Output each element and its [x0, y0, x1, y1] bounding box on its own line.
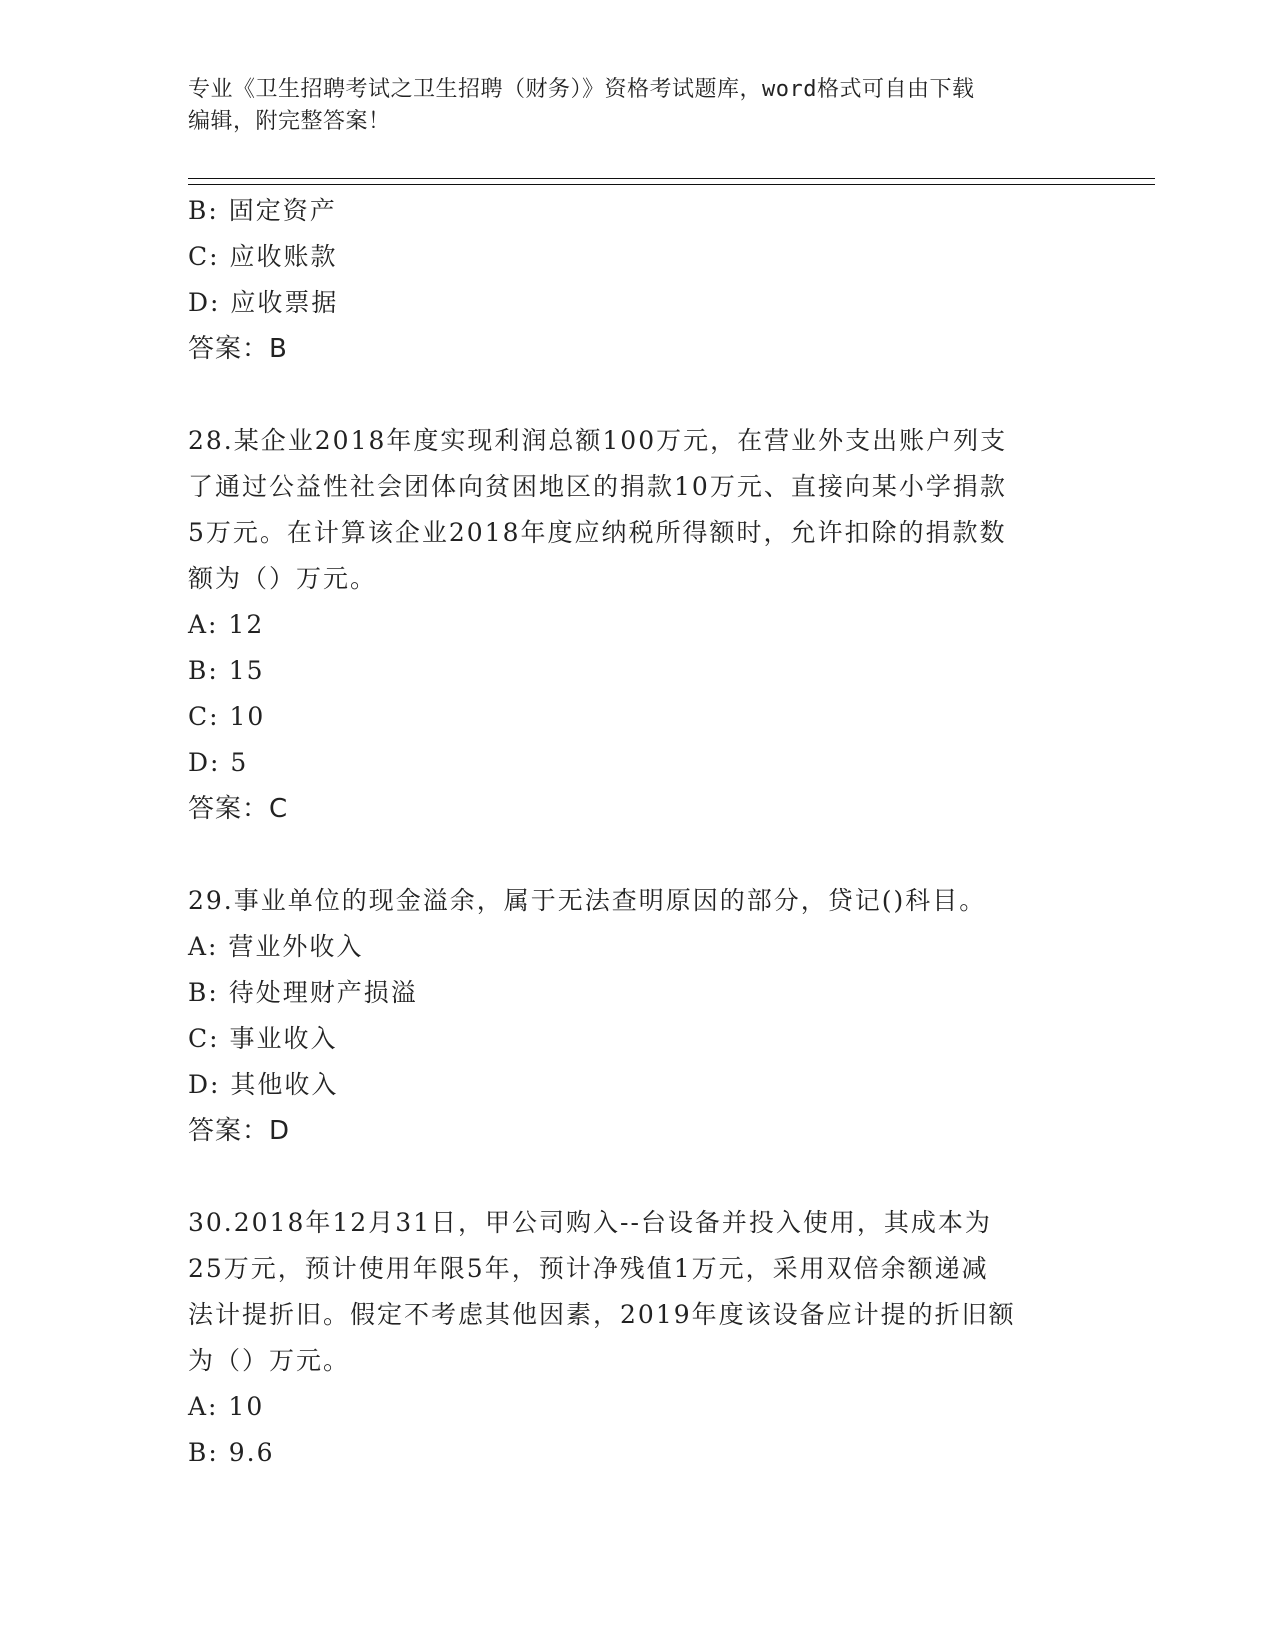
spacer [188, 372, 1088, 418]
question-text-line: 30.2018年12月31日，甲公司购入--台设备并投入使用，其成本为 [188, 1208, 992, 1237]
header-line-2: 编辑，附完整答案！ [188, 109, 391, 134]
question-text-line: 29.事业单位的现金溢余，属于无法查明原因的部分，贷记()科目。 [188, 886, 987, 915]
question-text-line: 法计提折旧。假定不考虑其他因素，2019年度该设备应计提的折旧额 [188, 1300, 1016, 1329]
spacer [188, 832, 1088, 878]
page-header [188, 74, 1088, 138]
question-text-line: 为（）万元。 [188, 1346, 351, 1375]
spacer [188, 1154, 1088, 1200]
option-d: D: 应收票据 [188, 288, 339, 317]
header-divider [188, 178, 1155, 185]
option-b: B: 15 [188, 656, 265, 685]
option-a: A: 12 [188, 610, 265, 639]
option-c: C: 10 [188, 702, 266, 731]
option-c: C: 事业收入 [188, 1024, 338, 1053]
option-b: B: 固定资产 [188, 196, 337, 225]
question-text-line: 28.某企业2018年度实现利润总额100万元，在营业外支出账户列支 [188, 426, 1008, 455]
question-text-line: 5万元。在计算该企业2018年度应纳税所得额时，允许扣除的捐款数 [188, 518, 1007, 547]
option-d: D: 其他收入 [188, 1070, 339, 1099]
question-block-28 [188, 418, 1088, 832]
option-a: A: 10 [188, 1392, 265, 1421]
answer-line: 答案：B [188, 334, 288, 364]
option-b: B: 9.6 [188, 1438, 275, 1467]
option-a: A: 营业外收入 [188, 932, 364, 961]
question-block-27 [188, 188, 1088, 372]
question-list [188, 188, 1088, 1476]
question-text-line: 25万元，预计使用年限5年，预计净残值1万元，采用双倍余额递减 [188, 1254, 989, 1283]
header-line-1: 专业《卫生招聘考试之卫生招聘（财务）》资格考试题库，word格式可自由下载 [188, 77, 975, 102]
question-text-line: 了通过公益性社会团体向贫困地区的捐款10万元、直接向某小学捐款 [188, 472, 1007, 501]
answer-line: 答案：D [188, 1116, 291, 1146]
option-c: C: 应收账款 [188, 242, 338, 271]
question-text-line: 额为（）万元。 [188, 564, 378, 593]
question-block-30 [188, 1200, 1088, 1476]
answer-line: 答案：C [188, 794, 289, 824]
question-block-29 [188, 878, 1088, 1154]
option-b: B: 待处理财产损溢 [188, 978, 418, 1007]
option-d: D: 5 [188, 748, 249, 777]
